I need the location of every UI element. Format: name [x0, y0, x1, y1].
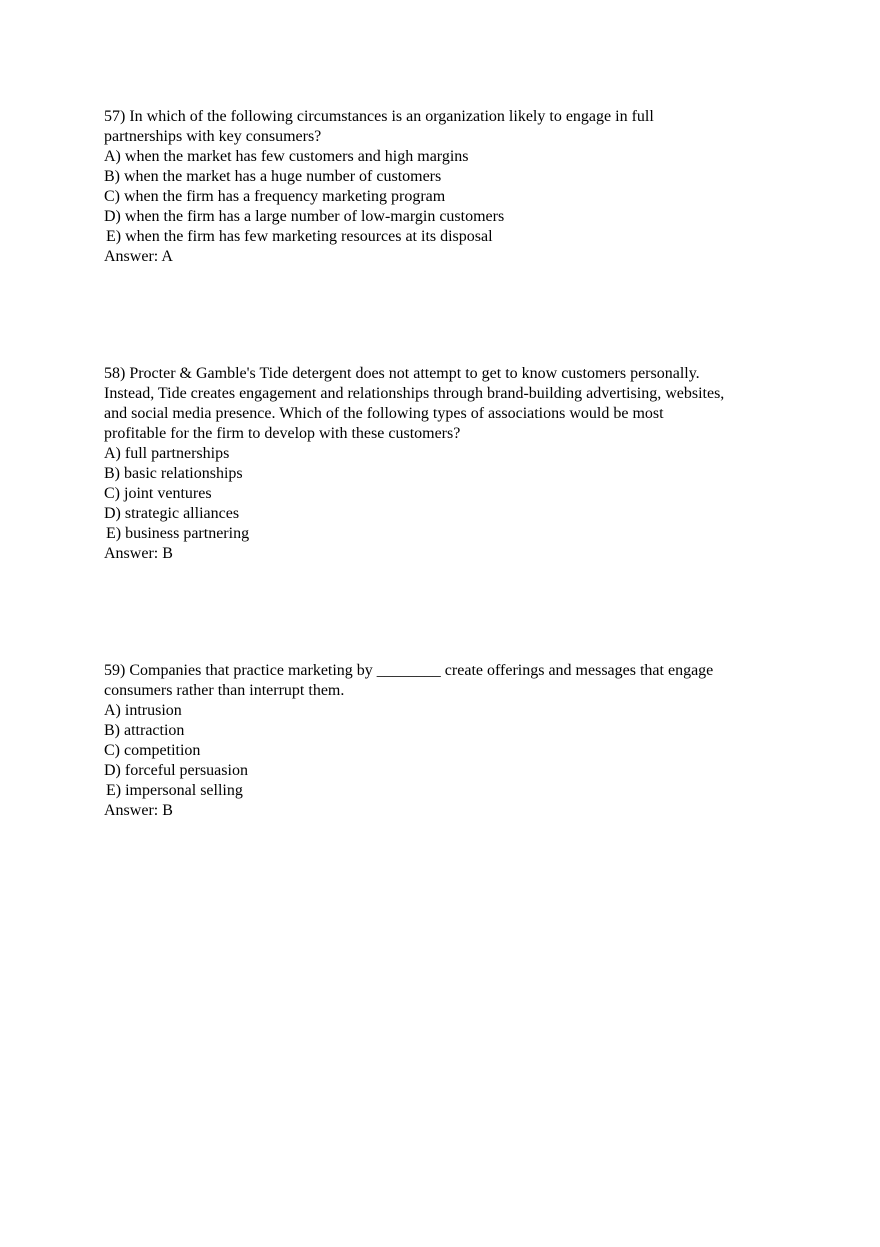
answer-option-e: E) impersonal selling: [106, 782, 243, 799]
answer-option-b: B) basic relationships: [104, 465, 243, 482]
answer-key: Answer: A: [104, 248, 173, 265]
question-stem-line: 59) Companies that practice marketing by ________ create offerings and messages that engage: [104, 662, 714, 679]
answer-key: Answer: B: [104, 802, 173, 819]
question-57: [104, 107, 794, 267]
question-59: [104, 661, 794, 821]
question-58: [104, 364, 794, 564]
question-stem-line: partnerships with key consumers?: [104, 128, 322, 145]
question-stem-line: consumers rather than interrupt them.: [104, 682, 345, 699]
answer-option-b: B) when the market has a huge number of customers: [104, 168, 442, 185]
answer-option-c: C) joint ventures: [104, 485, 212, 502]
answer-option-c: C) competition: [104, 742, 201, 759]
question-stem-line: profitable for the firm to develop with these customers?: [104, 425, 461, 442]
answer-option-d: D) when the firm has a large number of low-margin customers: [104, 208, 505, 225]
question-stem-line: Instead, Tide creates engagement and relationships through brand-building advertising, websites,: [104, 385, 725, 402]
answer-option-d: D) strategic alliances: [104, 505, 240, 522]
answer-option-a: A) intrusion: [104, 702, 182, 719]
question-stem-line: 58) Procter & Gamble's Tide detergent does not attempt to get to know customers personally.: [104, 365, 700, 382]
answer-option-a: A) full partnerships: [104, 445, 230, 462]
answer-option-b: B) attraction: [104, 722, 185, 739]
answer-option-d: D) forceful persuasion: [104, 762, 248, 779]
question-stem-line: and social media presence. Which of the following types of associations would be most: [104, 405, 664, 422]
answer-option-c: C) when the firm has a frequency marketing program: [104, 188, 446, 205]
answer-option-e: E) business partnering: [106, 525, 250, 542]
question-stem-line: 57) In which of the following circumstances is an organization likely to engage in full: [104, 108, 654, 125]
answer-option-e: E) when the firm has few marketing resources at its disposal: [106, 228, 493, 245]
answer-option-a: A) when the market has few customers and high margins: [104, 148, 469, 165]
answer-key: Answer: B: [104, 545, 173, 562]
